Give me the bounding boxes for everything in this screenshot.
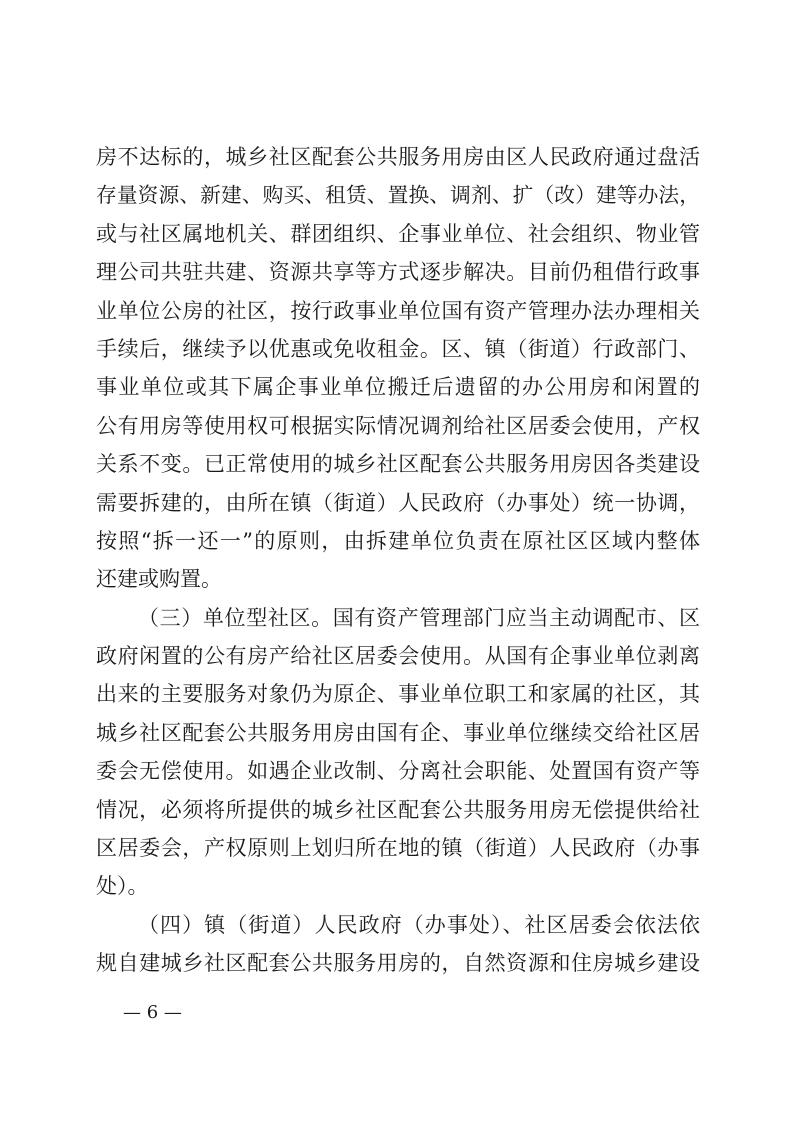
page-number: — 6 — xyxy=(123,1002,182,1023)
text-line: 出来的主要服务对象仍为原企、事业单位职工和家属的社区，其 xyxy=(96,682,700,707)
text-line: 按照“拆一还一”的原则，由拆建单位负责在原社区区域内整体 xyxy=(96,528,700,553)
text-line: 还建或购置。 xyxy=(96,567,222,592)
text-line: 或与社区属地机关、群团组织、企事业单位、社会组织、物业管 xyxy=(96,221,700,246)
body-text xyxy=(96,138,700,983)
text-line: 公有用房等使用权可根据实际情况调剂给社区居委会使用，产权 xyxy=(96,413,700,438)
text-line: 政府闲置的公有房产给社区居委会使用。从国有企事业单位剥离 xyxy=(96,644,700,669)
text-line: 房不达标的，城乡社区配套公共服务用房由区人民政府通过盘活 xyxy=(96,145,700,169)
text-line: 事业单位或其下属企事业单位搬迁后遗留的办公用房和闲置的 xyxy=(96,375,700,400)
text-line: 手续后，继续予以优惠或免收租金。区、镇（街道）行政部门、 xyxy=(96,336,700,361)
text-line: 处）。 xyxy=(96,874,149,899)
text-line: 城乡社区配套公共服务用房由国有企、事业单位继续交给社区居 xyxy=(96,720,700,745)
text-line: 存量资源、新建、购买、租赁、置换、调剂、扩（改）建等办法， xyxy=(96,183,700,208)
text-line: 区居委会，产权原则上划归所在地的镇（街道）人民政府（办事 xyxy=(96,836,700,861)
text-line: （三）单位型社区。国有资产管理部门应当主动调配市、区 xyxy=(138,605,700,630)
text-line: 委会无偿使用。如遇企业改制、分离社会职能、处置国有资产等 xyxy=(96,759,700,784)
text-line: 业单位公房的社区，按行政事业单位国有资产管理办法办理相关 xyxy=(96,298,700,323)
text-line: 情况，必须将所提供的城乡社区配套公共服务用房无偿提供给社 xyxy=(96,797,700,822)
text-line: 需要拆建的，由所在镇（街道）人民政府（办事处）统一协调， xyxy=(96,490,700,515)
text-line: 规自建城乡社区配套公共服务用房的，自然资源和住房城乡建设 xyxy=(96,951,700,976)
text-line: （四）镇（街道）人民政府（办事处）、社区居委会依法依 xyxy=(138,912,700,937)
text-line: 关系不变。已正常使用的城乡社区配套公共服务用房因各类建设 xyxy=(96,452,700,477)
text-line: 理公司共驻共建、资源共享等方式逐步解决。目前仍租借行政事 xyxy=(96,260,700,285)
